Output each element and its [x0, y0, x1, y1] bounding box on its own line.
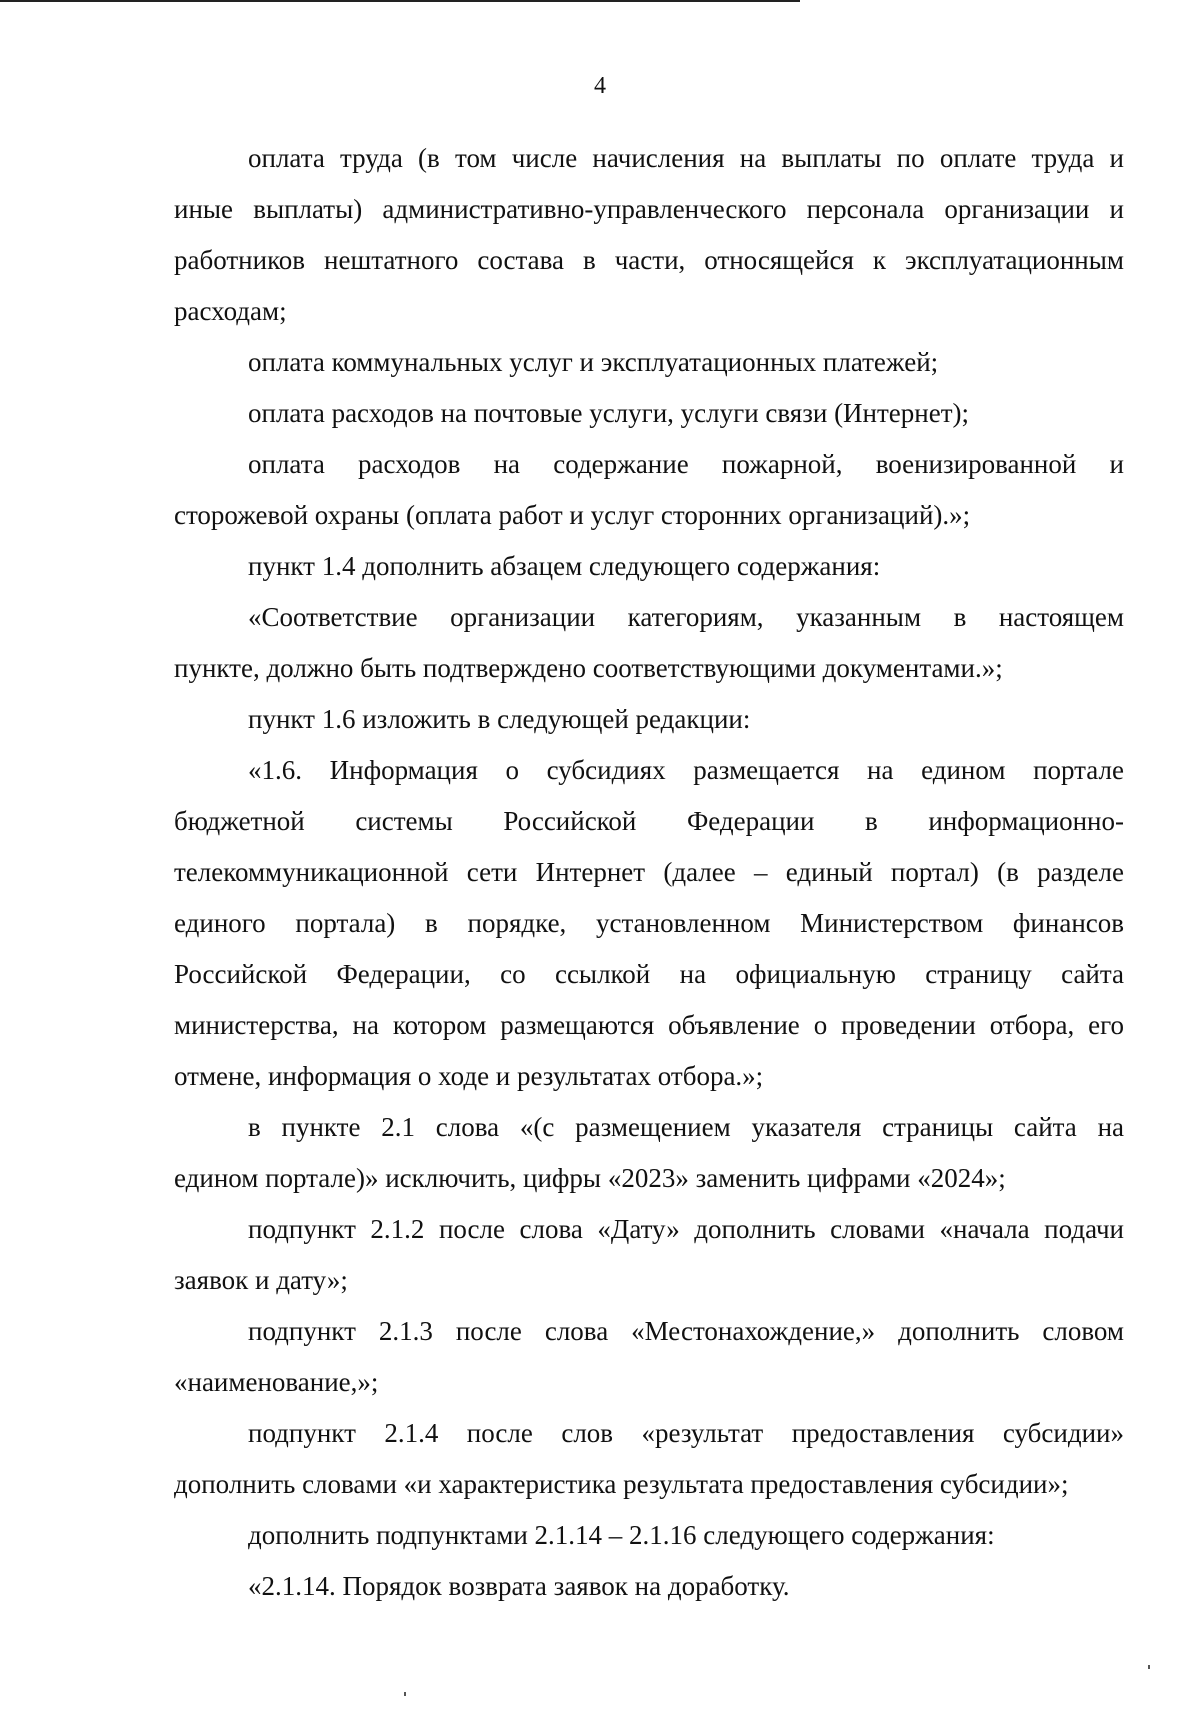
- text-line: расходам;: [174, 296, 287, 326]
- paragraph: [174, 133, 1124, 337]
- text-line: пункт 1.4 дополнить абзацем следующего содержания:: [248, 551, 881, 581]
- text-line: дополнить словами «и характеристика результата предоставления субсидии»;: [174, 1469, 1069, 1499]
- paragraph: [174, 1561, 1124, 1612]
- text-line: иные выплаты) административно-управленческого персонала организации и: [174, 194, 1124, 224]
- document-body: [174, 133, 1124, 1612]
- text-line: «1.6. Информация о субсидиях размещается на едином портале: [248, 755, 1124, 785]
- text-line: оплата коммунальных услуг и эксплуатационных платежей;: [248, 347, 939, 377]
- text-line: пункт 1.6 изложить в следующей редакции:: [248, 704, 751, 734]
- text-line: министерства, на котором размещаются объявление о проведении отбора, его: [174, 1010, 1124, 1040]
- text-line: в пункте 2.1 слова «(с размещением указателя страницы сайта на: [248, 1112, 1124, 1142]
- paragraph: [174, 337, 1124, 388]
- text-line: едином портале)» исключить, цифры «2023» заменить цифрами «2024»;: [174, 1163, 1006, 1193]
- text-line: подпункт 2.1.3 после слова «Местонахождение,» дополнить словом: [248, 1316, 1124, 1346]
- text-line: подпункт 2.1.2 после слова «Дату» дополнить словами «начала подачи: [248, 1214, 1124, 1244]
- text-line: дополнить подпунктами 2.1.14 – 2.1.16 следующего содержания:: [248, 1520, 995, 1550]
- text-line: Российской Федерации, со ссылкой на официальную страницу сайта: [174, 959, 1124, 989]
- text-line: подпункт 2.1.4 после слов «результат предоставления субсидии»: [248, 1418, 1124, 1448]
- text-line: сторожевой охраны (оплата работ и услуг сторонних организаций).»;: [174, 500, 971, 530]
- paragraph: [174, 1510, 1124, 1561]
- paragraph: [174, 1102, 1124, 1204]
- text-line: оплата расходов на содержание пожарной, военизированной и: [248, 449, 1124, 479]
- text-line: пункте, должно быть подтверждено соответствующими документами.»;: [174, 653, 1003, 683]
- paragraph: [174, 541, 1124, 592]
- scan-speck: [1148, 1665, 1150, 1669]
- text-line: бюджетной системы Российской Федерации в информационно-: [174, 806, 1124, 836]
- paragraph: [174, 1204, 1124, 1306]
- text-line: телекоммуникационной сети Интернет (далее – единый портал) (в разделе: [174, 857, 1124, 887]
- text-line: заявок и дату»;: [174, 1265, 348, 1295]
- page-number: 4: [594, 73, 606, 99]
- paragraph: [174, 1408, 1124, 1510]
- paragraph: [174, 1306, 1124, 1408]
- text-line: оплата расходов на почтовые услуги, услуги связи (Интернет);: [248, 398, 970, 428]
- text-line: отмене, информация о ходе и результатах отбора.»;: [174, 1061, 764, 1091]
- text-line: «наименование,»;: [174, 1367, 379, 1397]
- text-line: работников нештатного состава в части, относящейся к эксплуатационным: [174, 245, 1124, 275]
- scan-speck: [404, 1692, 406, 1696]
- scan-top-edge: [0, 0, 800, 2]
- text-line: «2.1.14. Порядок возврата заявок на доработку.: [248, 1571, 790, 1601]
- text-line: единого портала) в порядке, установленном Министерством финансов: [174, 908, 1124, 938]
- text-line: «Соответствие организации категориям, указанным в настоящем: [248, 602, 1124, 632]
- paragraph: [174, 694, 1124, 745]
- paragraph: [174, 592, 1124, 694]
- paragraph: [174, 439, 1124, 541]
- text-line: оплата труда (в том числе начисления на выплаты по оплате труда и: [248, 143, 1124, 173]
- paragraph: [174, 745, 1124, 1102]
- paragraph: [174, 388, 1124, 439]
